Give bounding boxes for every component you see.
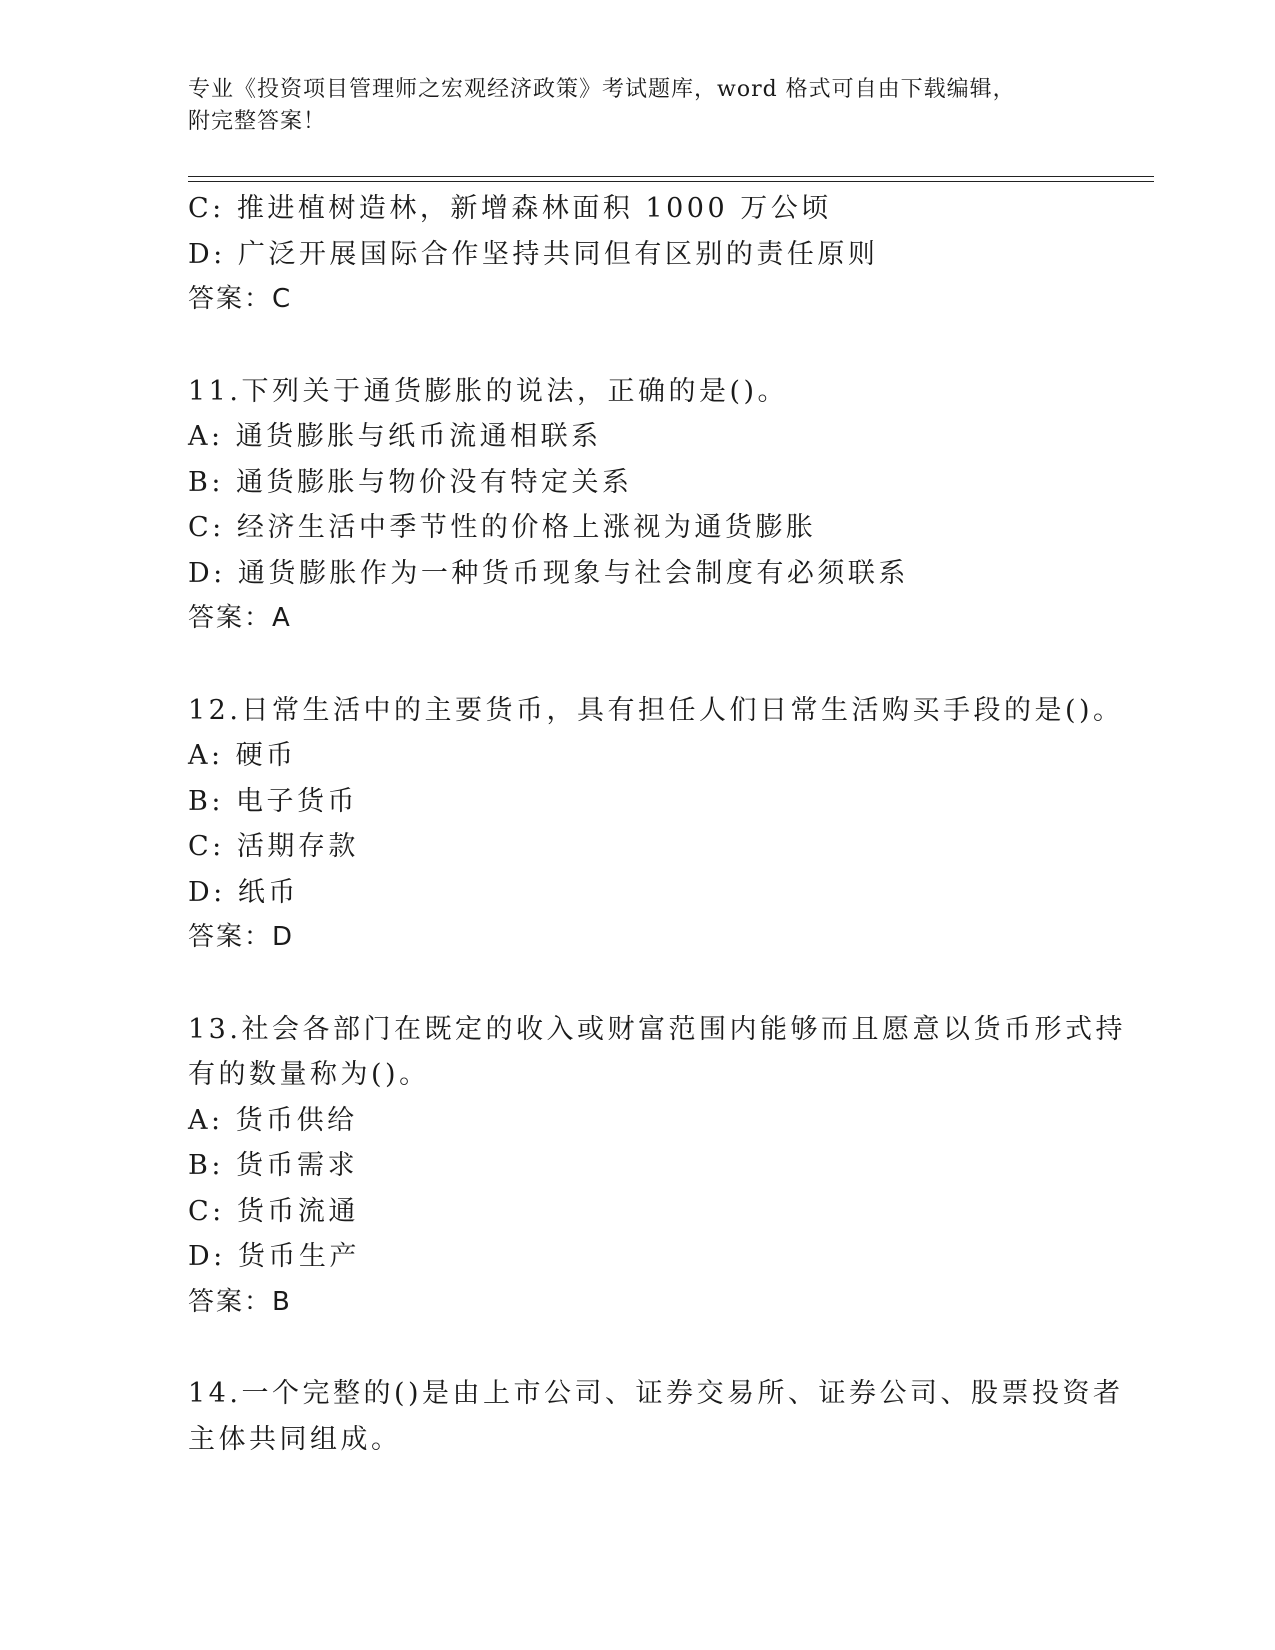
spacer xyxy=(188,961,1088,1007)
question-stem: 11.下列关于通货膨胀的说法，正确的是()。 xyxy=(188,375,789,407)
question-body xyxy=(188,186,1126,1462)
question-stem: 12.日常生活中的主要货币，具有担任人们日常生活购买手段的是()。 xyxy=(188,694,1124,726)
option-c: C: 推进植树造林，新增森林面积 1000 万公顷 xyxy=(188,193,832,224)
option-a: A: 硬币 xyxy=(188,740,297,771)
option-a: A: 货币供给 xyxy=(188,1104,358,1136)
option-d: D: 纸币 xyxy=(188,876,299,908)
option-d: D: 通货膨胀作为一种货币现象与社会制度有必须联系 xyxy=(188,557,909,589)
answer: 答案：C xyxy=(188,284,293,314)
question-11 xyxy=(188,369,1088,642)
question-14 xyxy=(188,1371,1124,1462)
option-d: D: 广泛开展国际合作坚持共同但有区别的责任原则 xyxy=(188,238,879,270)
question-stem-line-2: 主体共同组成。 xyxy=(188,1423,402,1455)
question-stem-line-1: 13.社会各部门在既定的收入或财富范围内能够而且愿意以货币形式持 xyxy=(188,1013,1126,1045)
option-d: D: 货币生产 xyxy=(188,1241,360,1272)
header-line-1: 专业《投资项目管理师之宏观经济政策》考试题库，word 格式可自由下载编辑， xyxy=(188,77,1016,102)
option-b: B: 通货膨胀与物价没有特定关系 xyxy=(188,466,633,498)
option-c: C: 货币流通 xyxy=(188,1195,359,1227)
question-13 xyxy=(188,1007,1126,1326)
option-a: A: 通货膨胀与纸币流通相联系 xyxy=(188,421,602,452)
spacer xyxy=(188,1325,1088,1371)
header-divider-top xyxy=(188,176,1154,177)
question-12 xyxy=(188,688,1124,961)
question-stem-line-2: 有的数量称为()。 xyxy=(188,1059,430,1090)
header-divider-bottom xyxy=(188,181,1154,182)
document-header xyxy=(188,74,1088,138)
answer: 答案：A xyxy=(188,603,292,633)
answer: 答案：B xyxy=(188,1286,292,1317)
header-line-2: 附完整答案！ xyxy=(188,109,327,134)
option-c: C: 活期存款 xyxy=(188,831,359,862)
spacer xyxy=(188,323,1088,369)
option-c: C: 经济生活中季节性的价格上涨视为通货膨胀 xyxy=(188,512,817,543)
option-b: B: 电子货币 xyxy=(188,785,359,817)
option-b: B: 货币需求 xyxy=(188,1150,359,1181)
continued-question xyxy=(188,186,1088,323)
question-stem-line-1: 14.一个完整的()是由上市公司、证券交易所、证券公司、股票投资者 xyxy=(188,1378,1124,1409)
spacer xyxy=(188,642,1088,688)
answer: 答案：D xyxy=(188,922,295,952)
